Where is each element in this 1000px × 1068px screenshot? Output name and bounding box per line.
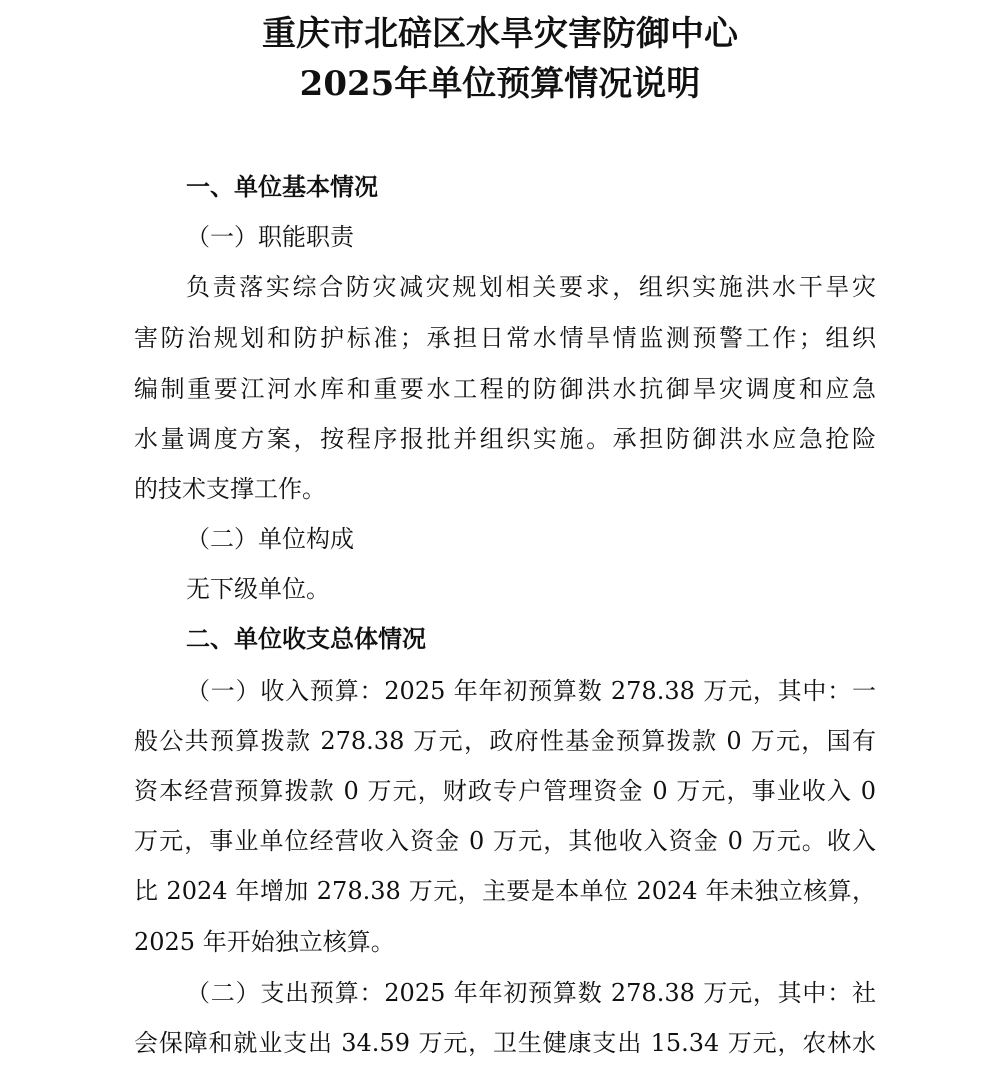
paragraph-line: 资本经营预算拨款 0 万元，财政专户管理资金 0 万元，事业收入 0	[134, 777, 876, 805]
expense-budget-text: 2025 年年初预算数 278.38 万元，其中：社	[384, 979, 876, 1007]
section2-heading: 二、单位收支总体情况	[186, 624, 426, 653]
paragraph-line: 害防治规划和防护标准；承担日常水情旱情监测预警工作；组织	[134, 324, 876, 352]
paragraph-line: 万元，事业单位经营收入资金 0 万元，其他收入资金 0 万元。收入	[134, 827, 876, 855]
section1-sub2-heading: （二）单位构成	[186, 525, 354, 553]
income-budget-text: 2025 年年初预算数 278.38 万元，其中：一	[384, 677, 876, 705]
paragraph-line	[186, 978, 876, 1008]
paragraph-line: 负责落实综合防灾减灾规划相关要求，组织实施洪水干旱灾	[186, 273, 876, 301]
section1-sub2-text: 无下级单位。	[186, 575, 330, 603]
paragraph-line: 编制重要江河水库和重要水工程的防御洪水抗御旱灾调度和应急	[134, 375, 876, 403]
paragraph-line: 的技术支撑工作。	[134, 475, 326, 503]
paragraph-line: 般公共预算拨款 278.38 万元，政府性基金预算拨款 0 万元，国有	[134, 727, 876, 755]
paragraph-line	[186, 676, 876, 706]
paragraph-line: 会保障和就业支出 34.59 万元，卫生健康支出 15.34 万元，农林水	[134, 1029, 876, 1057]
section1-heading: 一、单位基本情况	[186, 172, 378, 201]
paragraph-line: 比 2024 年增加 278.38 万元，主要是本单位 2024 年未独立核算，	[134, 877, 876, 905]
paragraph-line: 2025 年开始独立核算。	[134, 928, 395, 956]
income-budget-label: （一）收入预算：	[186, 677, 385, 705]
expense-budget-label: （二）支出预算：	[186, 979, 385, 1007]
document-title-line2: 2025年单位预算情况说明	[299, 64, 701, 104]
document-title-line1: 重庆市北碚区水旱灾害防御中心	[262, 14, 738, 54]
section1-sub1-heading: （一）职能职责	[186, 223, 354, 251]
paragraph-line: 水量调度方案，按程序报批并组织实施。承担防御洪水应急抢险	[134, 425, 876, 453]
